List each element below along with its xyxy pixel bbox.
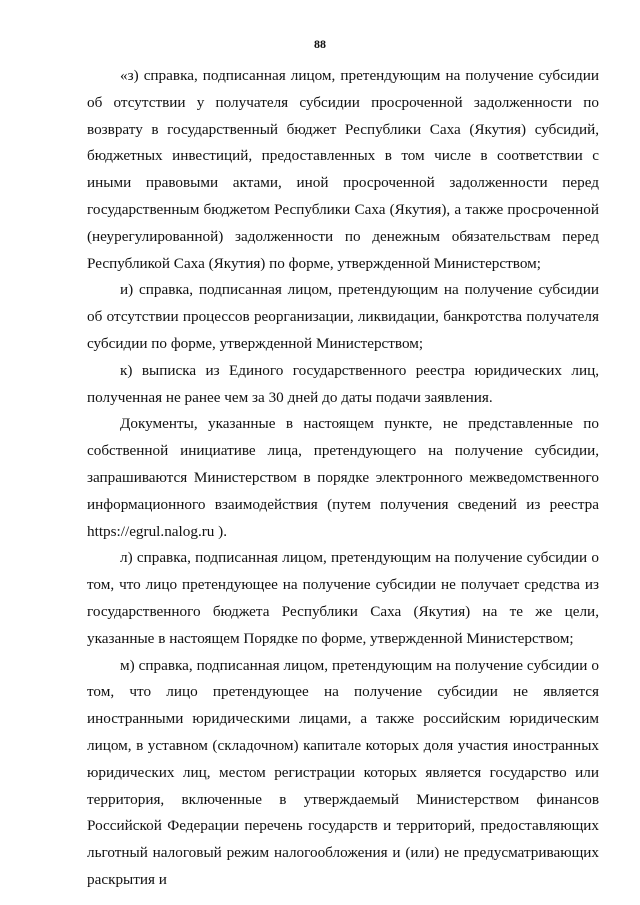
paragraph-documents-request: Документы, указанные в настоящем пункте, не представленные по собственной инициативе лица, претендующего на получение субсидии, запрашиваются Министерством в порядке электронного межведомственного информационного взаимодействия (путем получения сведений из реестра https://egrul.nalog.ru ). [87, 415, 599, 540]
paragraph-z-certificate-debts: «з) справка, подписанная лицом, претендующим на получение субсидии об отсутствии у получателя субсидии просроченной задолженности по возврату в государственный бюджет Республики Саха (Якутия) субсидий, бюджетных инвестиций, предоставленных в том числе в соответствии с иными правовыми актами, иной просроченной задолженности перед государственным бюджетом Республики Саха (Якутия), а также просроченной (неурегулированной) задолженности по денежным обязательствам перед Республикой Саха (Якутия) по форме, утвержденной Министерством; [87, 67, 599, 272]
paragraph-k-egrul-extract: к) выписка из Единого государственного реестра юридических лиц, полученная не ранее чем за 30 дней до даты подачи заявления. [87, 361, 599, 406]
page-number: 88 [314, 37, 326, 51]
document-body [87, 63, 599, 894]
paragraph-m-certificate-foreign: м) справка, подписанная лицом, претендующим на получение субсидии о том, что лицо претендующее на получение субсидии не является иностранными юридическими лицами, а также российским юридическим лицом, в уставном (складочном) капитале которых доля участия иностранных юридических лиц, местом регистрации которых является государство или территория, включенные в утверждаемый Министерством финансов Российской Федерации перечень государств и территорий, предоставляющих льготный налоговый режим налогообложения и (или) не предусматривающих раскрытия и [87, 656, 599, 888]
paragraph-l-certificate-funds: л) справка, подписанная лицом, претендующим на получение субсидии о том, что лицо претендующее на получение субсидии не получает средства из государственного бюджета Республики Саха (Якутия) на те же цели, указанные в настоящем Порядке по форме, утвержденной Министерством; [87, 549, 599, 647]
paragraph-i-certificate-reorganization: и) справка, подписанная лицом, претендующим на получение субсидии об отсутствии процессов реорганизации, ликвидации, банкротства получателя субсидии по форме, утвержденной Министерством; [87, 281, 599, 352]
